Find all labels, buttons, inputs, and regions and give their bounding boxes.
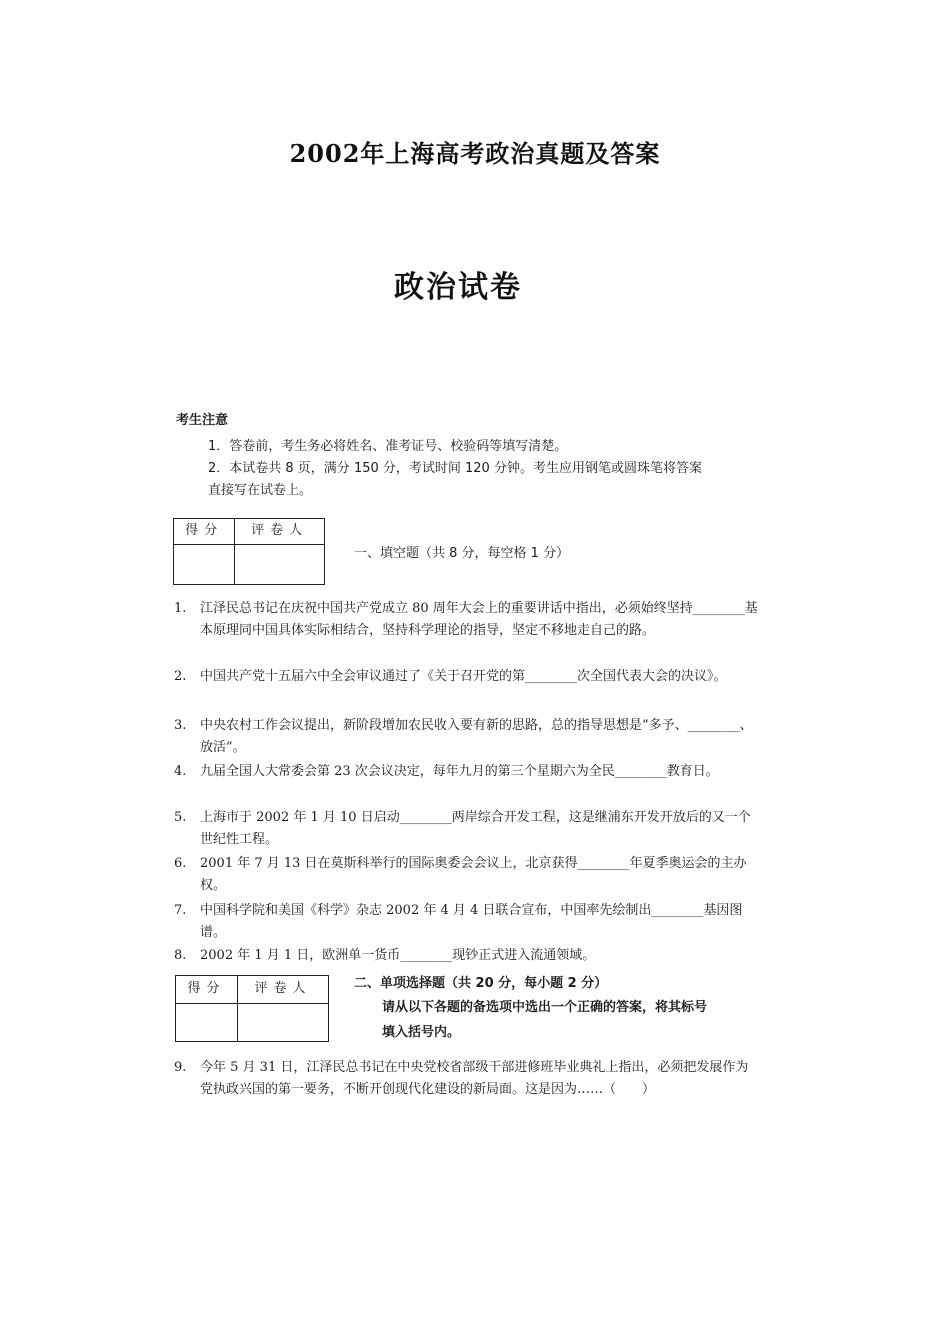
score-header: 得分 bbox=[176, 976, 238, 1004]
grader-cell bbox=[238, 1004, 329, 1042]
section-2-heading: 二、单项选择题（共 20 分，每小题 2 分） bbox=[354, 976, 608, 991]
question-number: 1. bbox=[174, 601, 187, 616]
notice-item-2: 2．本试卷共 8 页，满分 150 分，考试时间 120 分钟。考生应用钢笔或圆珠笔将答案 bbox=[208, 461, 702, 476]
section-1-heading: 一、填空题（共 8 分，每空格 1 分） bbox=[354, 546, 570, 561]
question-2 bbox=[168, 666, 758, 688]
question-number: 5. bbox=[174, 810, 187, 825]
question-4 bbox=[168, 761, 758, 783]
paper-title: 政治试卷 bbox=[394, 270, 522, 305]
question-8 bbox=[168, 945, 758, 967]
document-title: 2002年上海高考政治真题及答案 bbox=[289, 139, 661, 168]
question-number: 3. bbox=[174, 718, 187, 733]
grader-cell bbox=[235, 545, 325, 585]
question-1 bbox=[168, 598, 758, 642]
question-number: 9. bbox=[174, 1060, 187, 1075]
section-2-instruction bbox=[382, 996, 707, 1045]
score-header: 得分 bbox=[174, 519, 235, 545]
grader-header: 评卷人 bbox=[238, 976, 329, 1004]
notice-item-2-continued: 直接写在试卷上。 bbox=[208, 483, 313, 498]
question-number: 4. bbox=[174, 764, 187, 779]
question-5 bbox=[168, 807, 758, 851]
question-6 bbox=[168, 853, 758, 897]
question-number: 6. bbox=[174, 856, 187, 871]
instruction-line-1: 请从以下各题的备选项中选出一个正确的答案，将其标号 bbox=[382, 1000, 708, 1015]
instruction-line-2: 填入括号内。 bbox=[382, 1024, 461, 1040]
score-table-1 bbox=[173, 518, 325, 585]
question-text: 中国共产党十五届六中全会审议通过了《关于召开党的第________次全国代表大会的决议》。 bbox=[200, 669, 727, 684]
question-9 bbox=[168, 1057, 758, 1101]
question-text: 中国科学院和美国《科学》杂志 2002 年 4 月 4 日联合宣布，中国率先绘制出________基因图谱。 bbox=[200, 903, 743, 940]
question-3 bbox=[168, 715, 758, 759]
notice-item-1: 1．答卷前，考生务必将姓名、准考证号、校验码等填写清楚。 bbox=[208, 439, 568, 454]
question-number: 8. bbox=[174, 948, 187, 963]
question-text: 中央农村工作会议提出，新阶段增加农民收入要有新的思路，总的指导思想是“多予、________、放活”。 bbox=[200, 718, 753, 755]
question-7 bbox=[168, 900, 758, 944]
question-text: 上海市于 2002 年 1 月 10 日启动________两岸综合开发工程，这是继浦东开发开放后的又一个世纪性工程。 bbox=[200, 810, 751, 847]
notice-heading: 考生注意 bbox=[176, 413, 229, 428]
question-text: 江泽民总书记在庆祝中国共产党成立 80 周年大会上的重要讲话中指出，必须始终坚持________基本原理同中国具体实际相结合，坚持科学理论的指导，坚定不移地走自己的路。 bbox=[200, 601, 758, 638]
score-cell bbox=[176, 1004, 238, 1042]
question-text: 九届全国人大常委会第 23 次会议决定，每年九月的第三个星期六为全民________教育日。 bbox=[200, 764, 719, 779]
grader-header: 评卷人 bbox=[235, 519, 325, 545]
score-table-2 bbox=[175, 975, 329, 1042]
score-cell bbox=[174, 545, 235, 585]
question-text: 2002 年 1 月 1 日，欧洲单一货币________现钞正式进入流通领域。 bbox=[200, 948, 596, 963]
question-number: 2. bbox=[174, 669, 187, 684]
question-text: 2001 年 7 月 13 日在莫斯科举行的国际奥委会会议上，北京获得________年夏季奥运会的主办权。 bbox=[200, 856, 747, 893]
question-text: 今年 5 月 31 日，江泽民总书记在中央党校省部级干部进修班毕业典礼上指出，必须把发展作为党执政兴国的第一要务，不断开创现代化建设的新局面。这是因为……（ ） bbox=[200, 1060, 749, 1097]
question-number: 7. bbox=[174, 903, 187, 918]
